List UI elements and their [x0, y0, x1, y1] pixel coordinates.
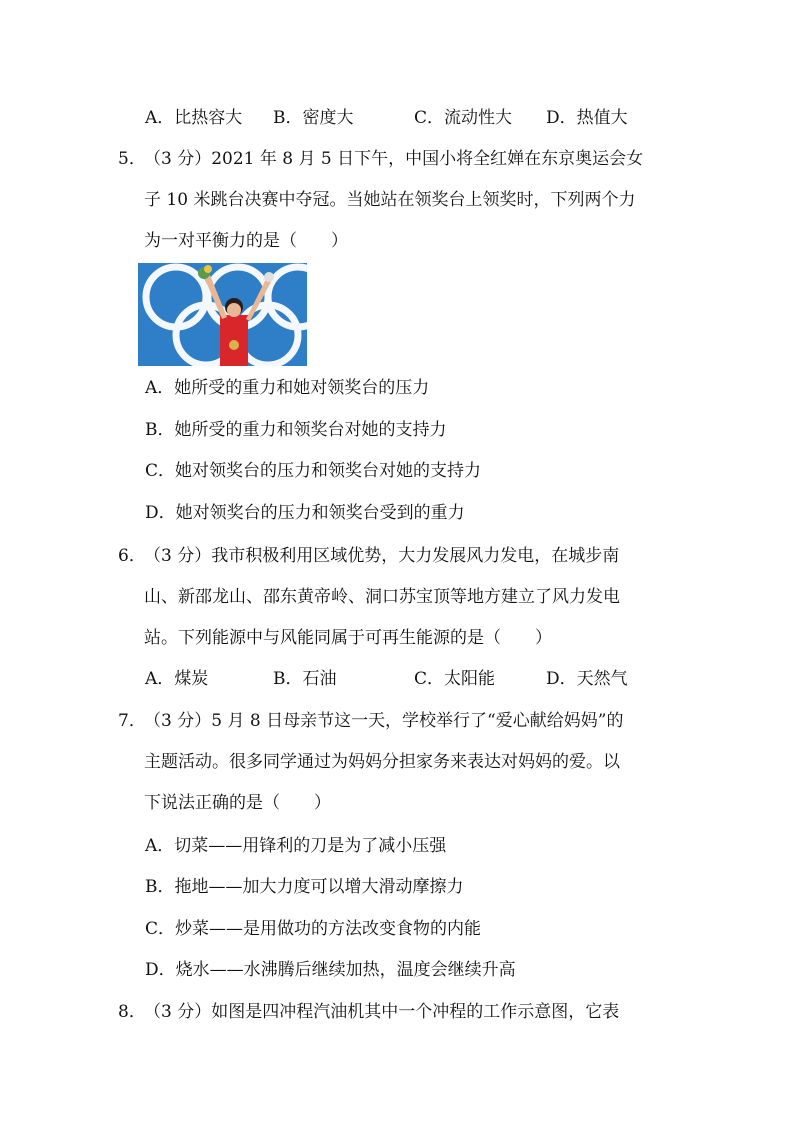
- q4-option-a[interactable]: [145, 107, 242, 129]
- q7-option-d[interactable]: D．烧水——水沸腾后继续加热，温度会继续升高: [145, 960, 516, 980]
- q6-option-d[interactable]: [546, 668, 628, 690]
- option-letter: A．: [145, 108, 175, 128]
- option-text: 煤炭: [174, 669, 209, 689]
- q4-option-c[interactable]: [414, 107, 512, 129]
- question-text-line: （3 分）我市积极利用区域优势，大力发展风力发电，在城步南: [144, 546, 620, 566]
- q7-option-b[interactable]: B．拖地——加大力度可以增大滑动摩擦力: [145, 877, 464, 897]
- question-text-line: 为一对平衡力的是（ ）: [144, 231, 348, 251]
- q6-option-a[interactable]: [145, 668, 208, 690]
- question-text-line: 子 10 米跳台决赛中夺冠。当她站在领奖台上领奖时，下列两个力: [144, 190, 636, 210]
- option-text: 流动性大: [444, 108, 513, 128]
- option-letter: C．: [414, 108, 445, 128]
- option-text: 天然气: [576, 669, 628, 689]
- question-text-line: 主题活动。很多同学通过为妈妈分担家务来表达对妈妈的爱。以: [144, 752, 620, 772]
- option-letter: B．: [273, 669, 303, 689]
- olympic-rings-photo-icon: [138, 263, 307, 366]
- q6-option-c[interactable]: [414, 668, 495, 690]
- question-text-line: （3 分）5 月 8 日母亲节这一天，学校举行了“爱心献给妈妈”的: [144, 711, 624, 731]
- option-text: 热值大: [576, 108, 628, 128]
- option-text: 太阳能: [444, 669, 496, 689]
- question-text-line: 站。下列能源中与风能同属于可再生能源的是（ ）: [144, 628, 552, 648]
- q6-option-b[interactable]: [273, 668, 337, 690]
- q5-option-b[interactable]: B．她所受的重力和领奖台对她的支持力: [145, 420, 447, 440]
- question-number: 8．: [118, 1002, 146, 1022]
- option-letter: D．: [546, 108, 577, 128]
- q7-option-a[interactable]: A．切菜——用锋利的刀是为了减小压强: [145, 836, 447, 856]
- option-letter: C．: [414, 669, 445, 689]
- option-letter: A．: [145, 669, 175, 689]
- q5-option-a[interactable]: A．她所受的重力和她对领奖台的压力: [145, 378, 430, 398]
- q5-option-d[interactable]: D．她对领奖台的压力和领奖台受到的重力: [145, 503, 465, 523]
- question-text-line: 下说法正确的是（ ）: [144, 793, 331, 813]
- question-text-line: 山、新邵龙山、邵东黄帝岭、洞口苏宝顶等地方建立了风力发电: [144, 587, 620, 607]
- q4-option-b[interactable]: [273, 107, 354, 129]
- option-text: 比热容大: [174, 108, 243, 128]
- q4-option-d[interactable]: [546, 107, 628, 129]
- option-text: 石油: [302, 669, 337, 689]
- q7-option-c[interactable]: C．炒菜——是用做功的方法改变食物的内能: [145, 919, 482, 939]
- podium-photo: [138, 263, 307, 366]
- option-letter: B．: [273, 108, 303, 128]
- question-number: 6．: [118, 546, 146, 566]
- question-number: 5．: [118, 149, 146, 169]
- option-letter: D．: [546, 669, 577, 689]
- q5-option-c[interactable]: C．她对领奖台的压力和领奖台对她的支持力: [145, 461, 482, 481]
- option-text: 密度大: [302, 108, 354, 128]
- question-text-line: （3 分）2021 年 8 月 5 日下午，中国小将全红婵在东京奥运会女: [144, 149, 644, 169]
- question-number: 7．: [118, 711, 146, 731]
- question-text-line: （3 分）如图是四冲程汽油机其中一个冲程的工作示意图，它表: [144, 1002, 620, 1022]
